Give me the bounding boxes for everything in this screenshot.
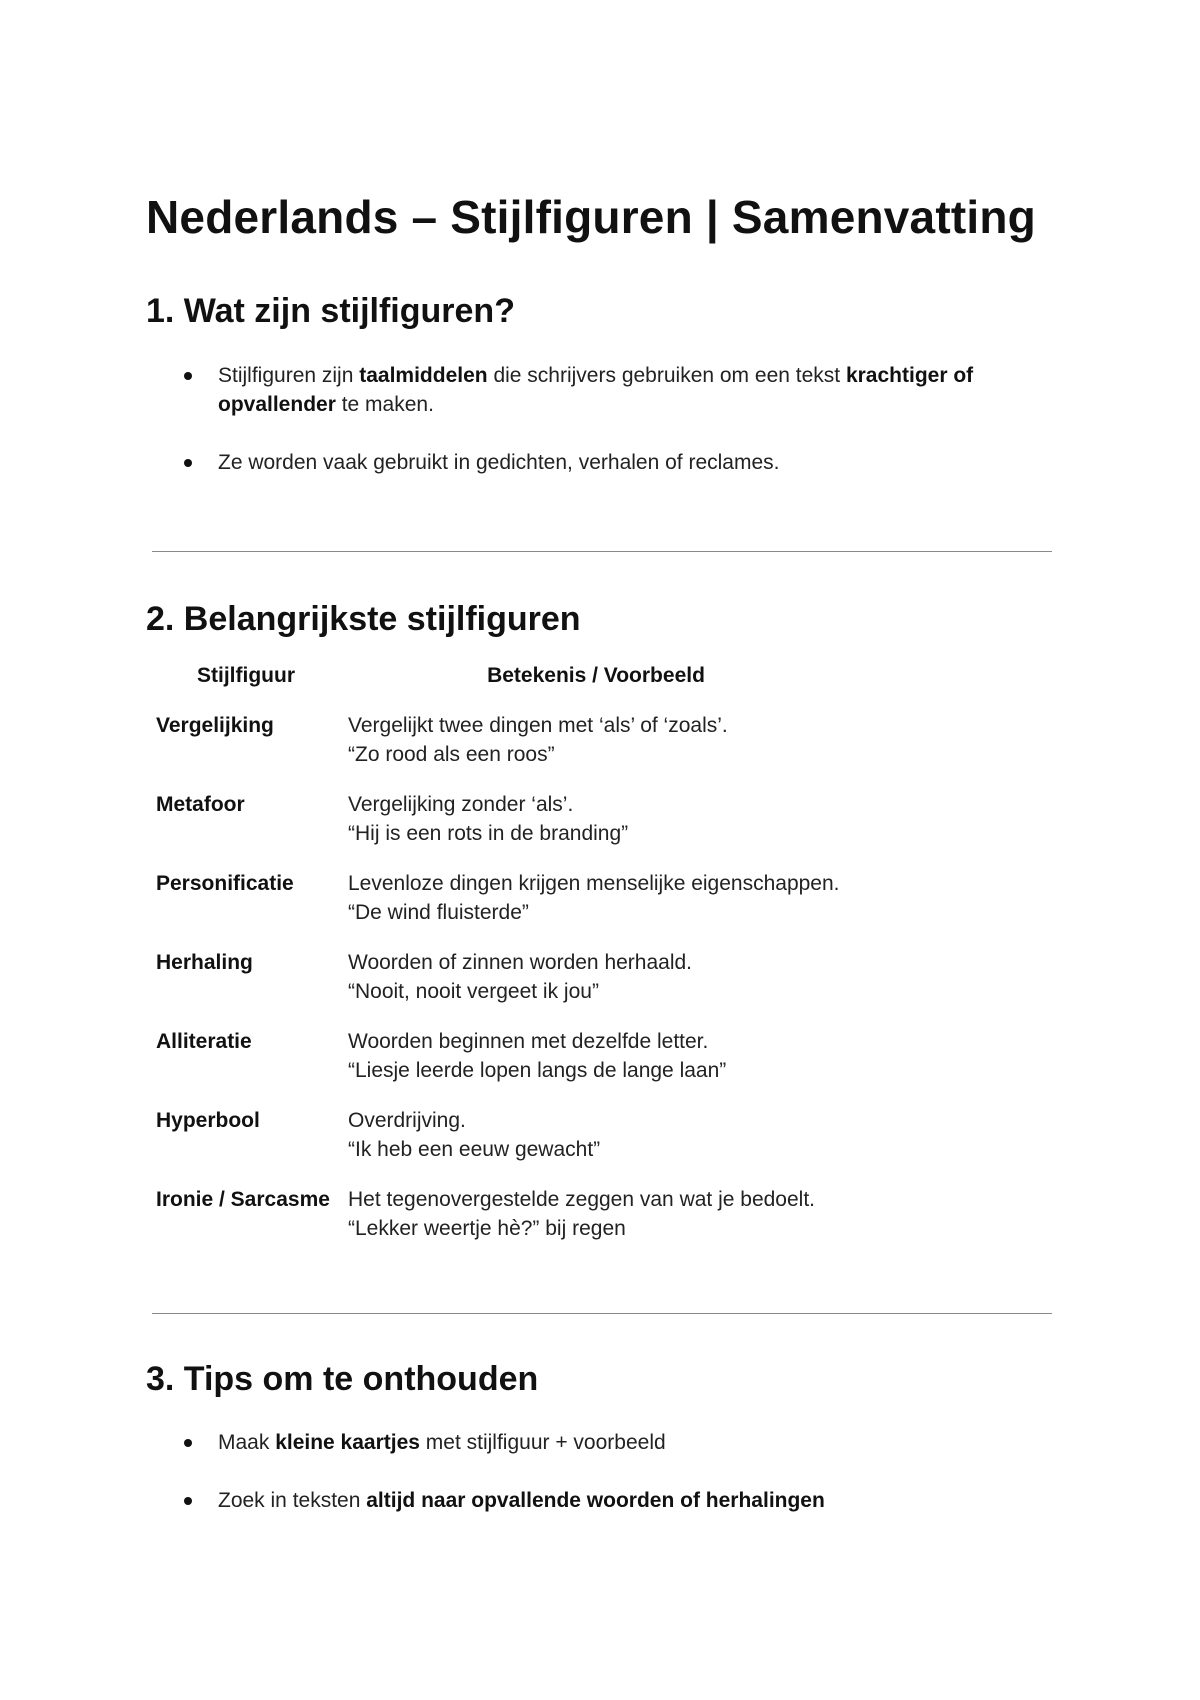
example-text: “Lekker weertje hè?” bij regen [348,1217,626,1240]
example-text: “Hij is een rots in de branding” [348,822,629,845]
section-3-heading: 3. Tips om te onthouden [146,1360,539,1398]
bullet-dot-icon [184,459,192,467]
table-row [146,1027,1046,1085]
meaning-text: Het tegenovergestelde zeggen van wat je bedoelt. [348,1188,815,1211]
section-3-bullet-list [180,1428,1040,1544]
table-cell-term: Ironie / Sarcasme [156,1188,330,1211]
table-cell-description [348,1185,848,1243]
meaning-text: Woorden of zinnen worden herhaald. [348,951,693,974]
horizontal-divider [152,1313,1052,1314]
meaning-text: Overdrijving. [348,1109,466,1132]
example-text: “Zo rood als een roos” [348,743,555,766]
table-cell-description [348,1106,848,1164]
table-row [146,1185,1046,1243]
example-text: “Liesje leerde lopen langs de lange laan” [348,1059,727,1082]
table-cell-description [348,790,848,848]
table-cell-term: Hyperbool [156,1109,260,1132]
section-2-heading: 2. Belangrijkste stijlfiguren [146,600,581,638]
table-cell-description [348,948,848,1006]
bullet-item [180,361,1040,419]
meaning-text: Vergelijking zonder ‘als’. [348,793,574,816]
table-cell-term: Vergelijking [156,714,274,737]
table-row [146,948,1046,1006]
table-cell-term: Alliteratie [156,1030,252,1053]
bullet-text-bold: krachtiger of opvallender [218,364,974,416]
bullet-text: te maken. [335,393,434,416]
page-title: Nederlands – Stijlfiguren | Samenvatting [146,191,1036,243]
example-text: “Ik heb een eeuw gewacht” [348,1138,601,1161]
example-text: “De wind fluisterde” [348,901,529,924]
bullet-text-bold: taalmiddelen [359,364,488,387]
table-header-row [146,661,1046,701]
bullet-item [180,1428,1040,1457]
table-cell-term: Metafoor [156,793,245,816]
table-cell-description [348,711,848,769]
bullet-dot-icon [184,1497,192,1505]
bullet-text: met stijlfiguur + voorbeeld [419,1431,666,1454]
table-cell-description [348,1027,848,1085]
table-body [146,711,1046,1243]
bullet-item [180,1486,1040,1515]
bullet-text-bold: altijd naar opvallende woorden of herhalingen [366,1489,825,1512]
bullet-text: Zoek in teksten [218,1489,367,1512]
meaning-text: Woorden beginnen met dezelfde letter. [348,1030,709,1053]
table-cell-term: Personificatie [156,872,294,895]
column-header-betekenis: Betekenis / Voorbeeld [487,664,705,687]
meaning-text: Levenloze dingen krijgen menselijke eigenschappen. [348,872,840,895]
example-text: “Nooit, nooit vergeet ik jou” [348,980,599,1003]
horizontal-divider [152,551,1052,552]
bullet-dot-icon [184,1439,192,1447]
table-row [146,869,1046,927]
table-row [146,790,1046,848]
meaning-text: Vergelijkt twee dingen met ‘als’ of ‘zoals’. [348,714,728,737]
bullet-text-bold: kleine kaartjes [275,1431,420,1454]
section-1-bullet-list [180,361,1040,506]
stijlfiguren-table [146,661,1046,1264]
table-row [146,711,1046,769]
bullet-text: die schrijvers gebruiken om een tekst [487,364,846,387]
table-cell-description [348,869,848,927]
bullet-item [180,448,1040,477]
bullet-text: Maak [218,1431,276,1454]
bullet-text: Ze worden vaak gebruikt in gedichten, verhalen of reclames. [218,451,780,474]
table-row [146,1106,1046,1164]
bullet-dot-icon [184,372,192,380]
table-cell-term: Herhaling [156,951,253,974]
column-header-stijlfiguur: Stijlfiguur [197,664,295,687]
section-1-heading: 1. Wat zijn stijlfiguren? [146,292,515,330]
bullet-text: Stijlfiguren zijn [218,364,360,387]
